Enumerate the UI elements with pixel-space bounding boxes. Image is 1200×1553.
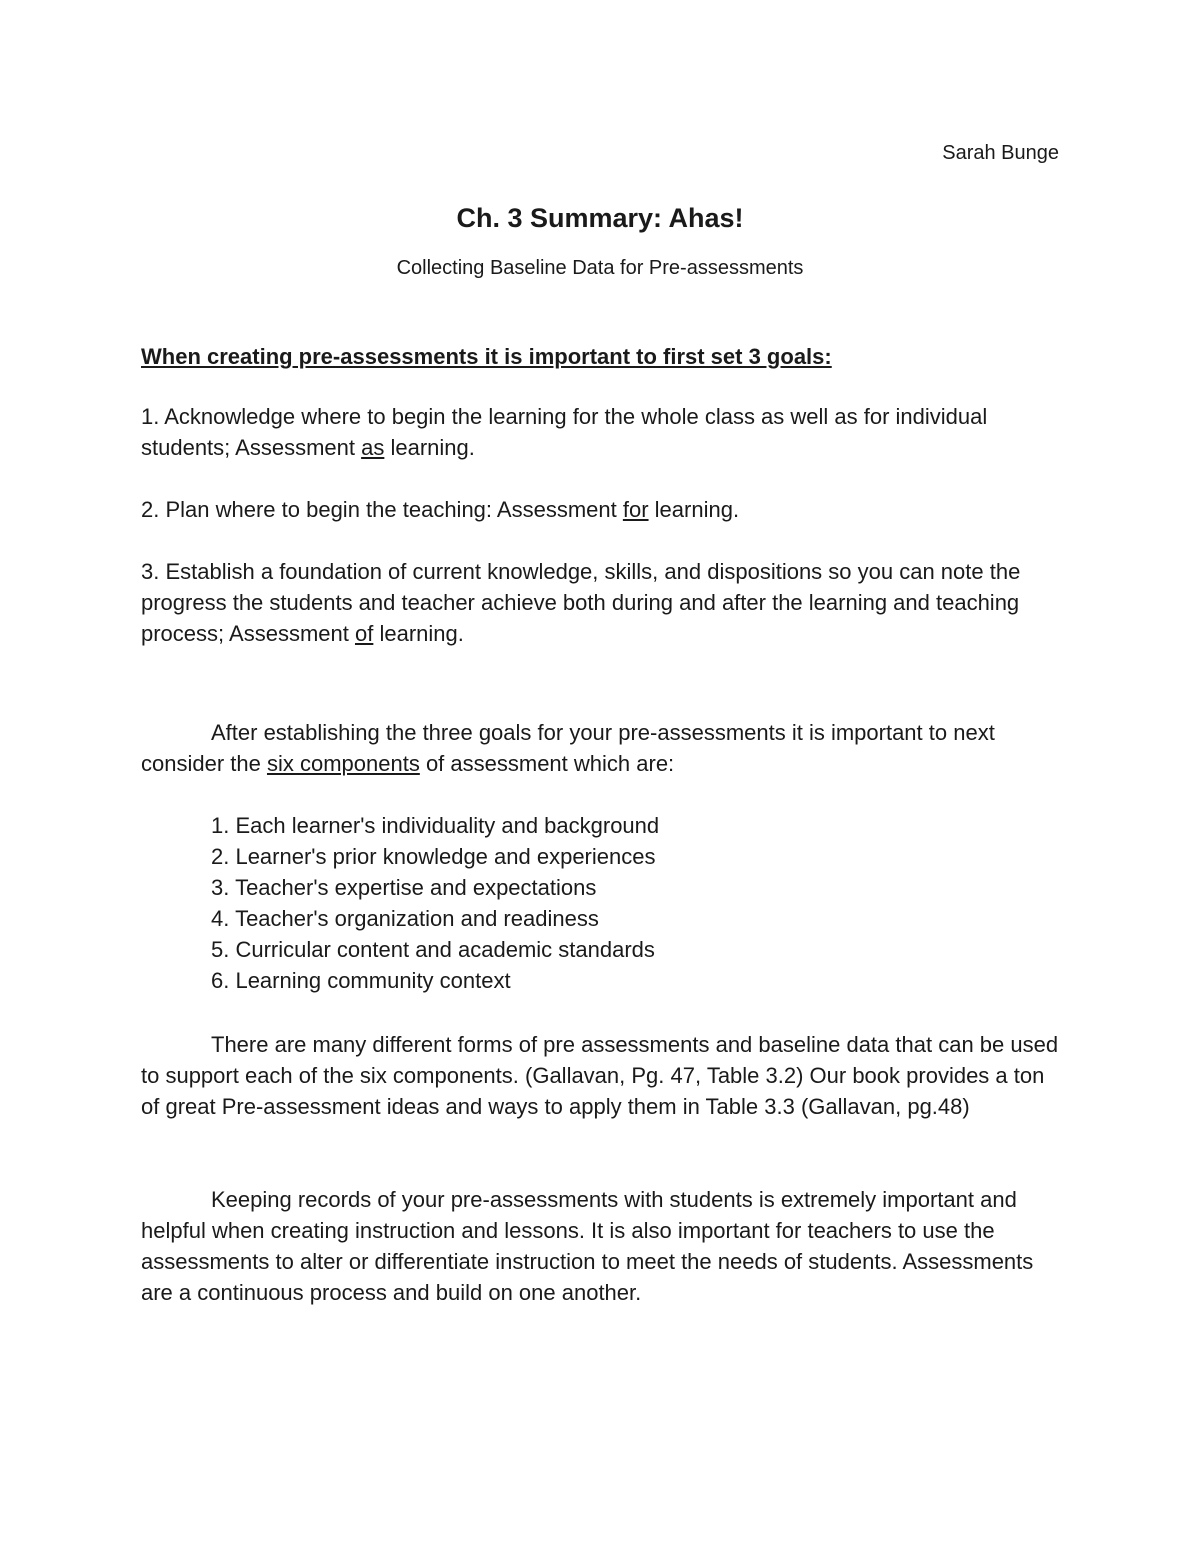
document-subtitle: Collecting Baseline Data for Pre-assessments (396, 257, 804, 279)
goal-emphasis: as (361, 435, 385, 460)
goal-text-end: learning. (373, 621, 464, 646)
list-item: 1. Each learner's individuality and background (211, 813, 660, 838)
goal-item (141, 401, 1061, 463)
components-intro-paragraph (141, 717, 1061, 779)
records-text: Keeping records of your pre-assessments with students is extremely important and helpful when creating instruction and lessons. It is also important for teachers to use the assessments to alter or differentiate instruction to meet the needs of students. Assessments are a continuous process and build on one another. (141, 1187, 1034, 1305)
list-item: 4. Teacher's organization and readiness (211, 906, 599, 931)
goals-heading: When creating pre-assessments it is important to first set 3 goals: (141, 344, 832, 369)
goal-item (141, 494, 1061, 525)
author-name: Sarah Bunge (942, 142, 1059, 164)
forms-text: There are many different forms of pre assessments and baseline data that can be used to support each of the six components. (Gallavan, Pg. 47, Table 3.2) Our book provides a ton of great Pre-assessment ideas and ways to apply them in Table 3.3 (Gallavan, pg.48) (141, 1032, 1059, 1119)
goal-emphasis: for (622, 497, 649, 522)
list-item: 6. Learning community context (211, 968, 511, 993)
goal-text: 3. Establish a foundation of current knowledge, skills, and dispositions so you can note the progress the students and teacher achieve both during and after the learning and teaching process; Assessment (141, 559, 1021, 646)
list-item: 3. Teacher's expertise and expectations (211, 875, 597, 900)
records-paragraph (141, 1184, 1061, 1308)
list-item: 5. Curricular content and academic standards (211, 937, 655, 962)
intro-emphasis: six components (266, 751, 420, 776)
forms-paragraph (141, 1029, 1061, 1122)
goal-item (141, 556, 1061, 649)
document-title: Ch. 3 Summary: Ahas! (456, 203, 744, 233)
goal-text: 1. Acknowledge where to begin the learning for the whole class as well as for individual students; Assessment (141, 404, 988, 460)
intro-text: After establishing the three goals for your pre-assessments it is important to next consider the (141, 720, 995, 776)
goal-emphasis: of (354, 621, 374, 646)
goal-text: 2. Plan where to begin the teaching: Assessment (141, 497, 623, 522)
goal-text-end: learning. (648, 497, 740, 522)
intro-text-end: of assessment which are: (419, 751, 675, 776)
components-list (211, 810, 1061, 996)
goal-text-end: learning. (384, 435, 475, 460)
list-item: 2. Learner's prior knowledge and experiences (211, 844, 656, 869)
